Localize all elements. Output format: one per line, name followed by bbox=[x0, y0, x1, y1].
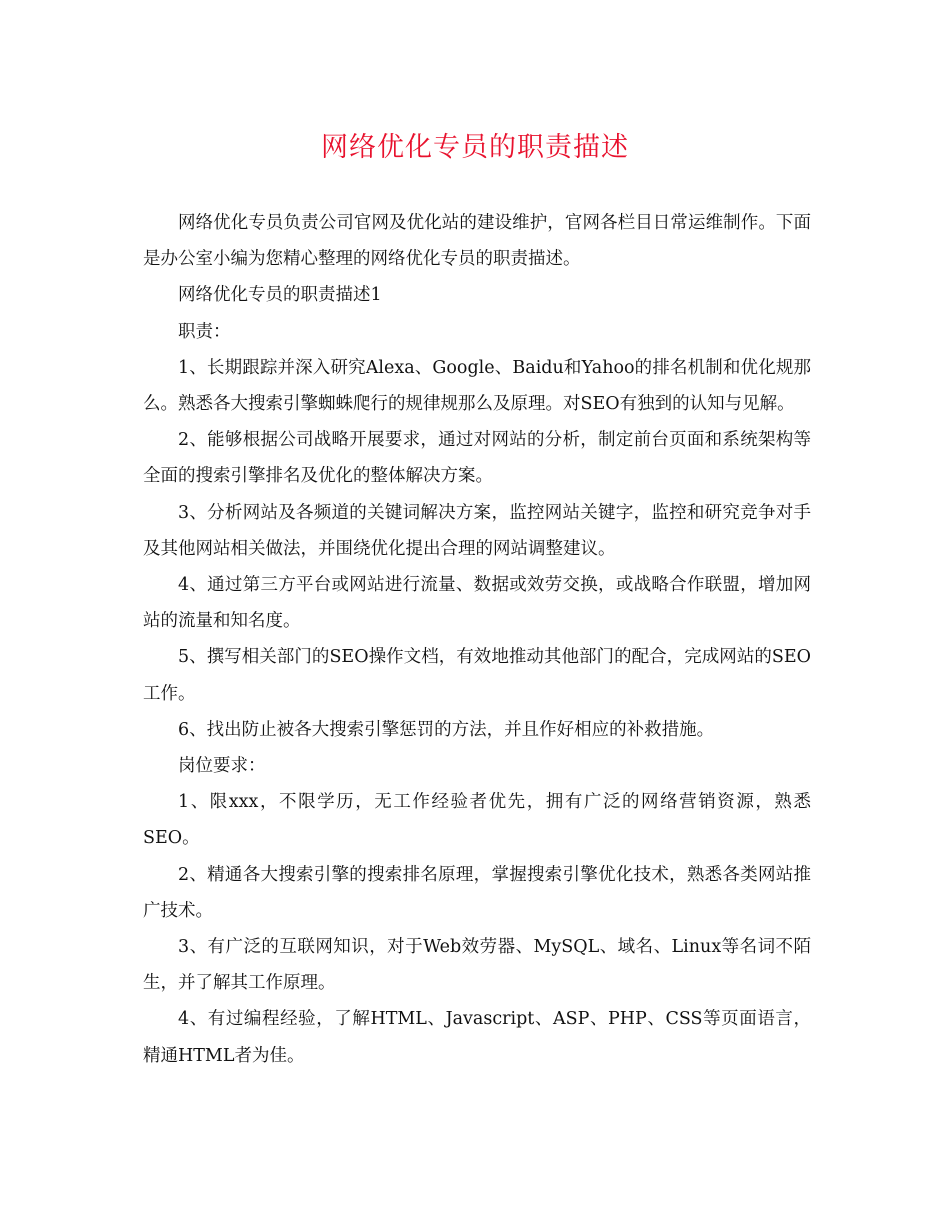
requirement-item: 2、精通各大搜索引擎的搜索排名原理，掌握搜索引擎优化技术，熟悉各类网站推广技术。 bbox=[143, 864, 811, 921]
duty-item: 2、能够根据公司战略开展要求，通过对网站的分析，制定前台页面和系统架构等全面的搜索引擎排名及优化的整体解决方案。 bbox=[143, 430, 811, 487]
duties-heading: 职责： bbox=[178, 321, 231, 342]
requirements-heading: 岗位要求： bbox=[178, 756, 266, 777]
duty-item: 1、长期跟踪并深入研究Alexa、Google、Baidu和Yahoo的排名机制和优化规那么。熟悉各大搜索引擎蜘蛛爬行的规律规那么及原理。对SEO有独到的认知与见解。 bbox=[143, 357, 811, 415]
duty-item: 4、通过第三方平台或网站进行流量、数据或效劳交换，或战略合作联盟，增加网站的流量和知名度。 bbox=[143, 575, 811, 632]
requirement-item: 4、有过编程经验，了解HTML、Javascript、ASP、PHP、CSS等页面语言，精通HTML者为佳。 bbox=[143, 1009, 811, 1066]
intro-paragraph: 网络优化专员负责公司官网及优化站的建设维护，官网各栏目日常运维制作。下面是办公室小编为您精心整理的网络优化专员的职责描述。 bbox=[143, 213, 811, 270]
duty-item: 3、分析网站及各频道的关键词解决方案，监控网站关键字，监控和研究竞争对手及其他网站相关做法，并围绕优化提出合理的网站调整建议。 bbox=[143, 502, 811, 559]
requirement-item: 3、有广泛的互联网知识，对于Web效劳器、MySQL、域名、Linux等名词不陌生，并了解其工作原理。 bbox=[143, 937, 811, 994]
document-title: 网络优化专员的职责描述 bbox=[321, 132, 629, 163]
document-body bbox=[143, 205, 811, 1074]
section-heading: 网络优化专员的职责描述1 bbox=[178, 285, 382, 306]
requirement-item: 1、限xxx，不限学历，无工作经验者优先，拥有广泛的网络营销资源，熟悉SEO。 bbox=[143, 792, 811, 849]
duty-item: 6、找出防止被各大搜索引擎惩罚的方法，并且作好相应的补救措施。 bbox=[178, 719, 715, 740]
duty-item: 5、撰写相关部门的SEO操作文档，有效地推动其他部门的配合，完成网站的SEO工作。 bbox=[143, 647, 811, 704]
